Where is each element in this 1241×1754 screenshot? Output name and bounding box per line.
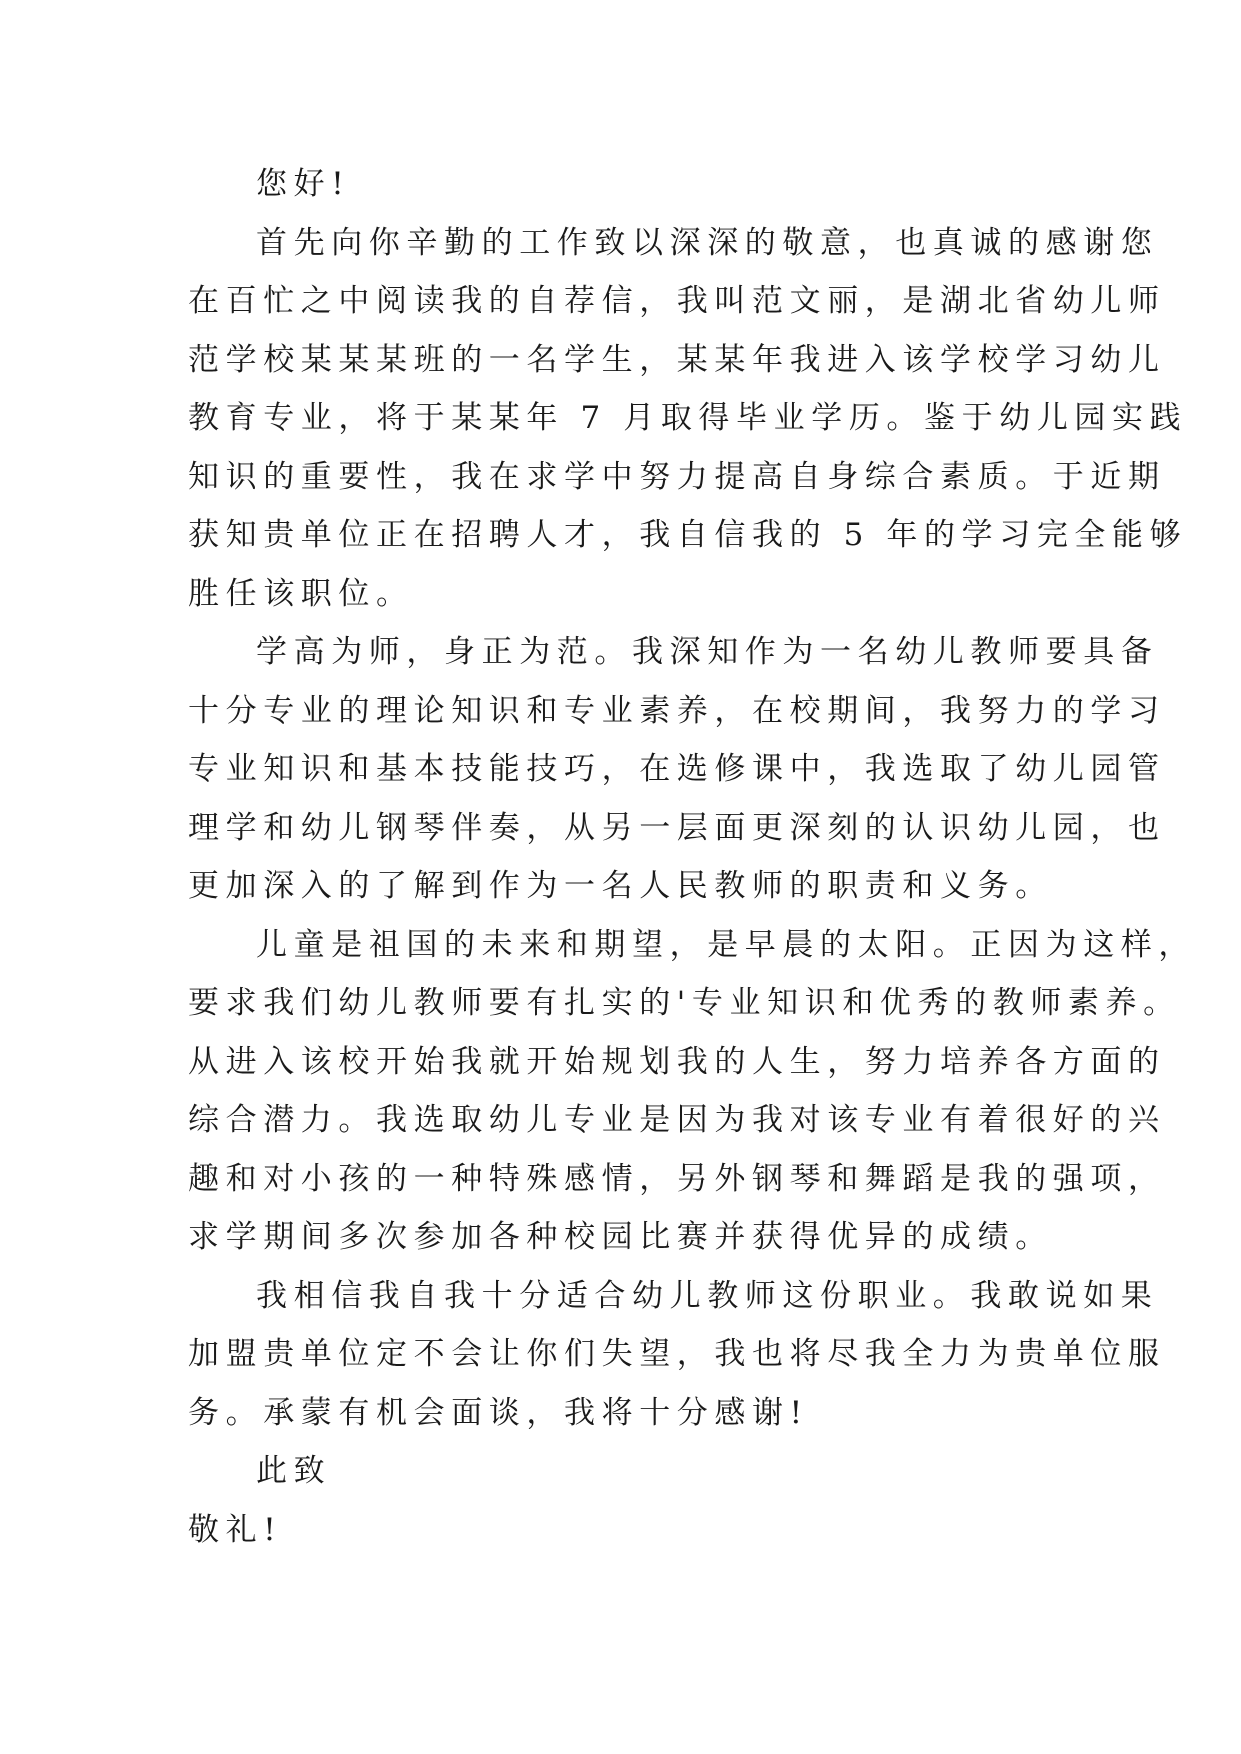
text-line: 理学和幼儿钢琴伴奏，从另一层面更深刻的认识幼儿园，也 <box>188 809 1166 846</box>
letter-salutation: 敬礼! <box>188 1511 283 1548</box>
text-line: 首先向你辛勤的工作致以深深的敬意，也真诚的感谢您 <box>256 224 1159 261</box>
text-line: 趣和对小孩的一种特殊感情，另外钢琴和舞蹈是我的强项， <box>188 1160 1166 1197</box>
letter-closing: 此致 <box>256 1453 332 1489</box>
paragraph-education <box>188 623 1166 916</box>
text-line: 获知贵单位正在招聘人才，我自信我的 5 年的学习完全能够 <box>188 517 1188 553</box>
text-line: 综合潜力。我选取幼儿专业是因为我对该专业有着很好的兴 <box>188 1102 1166 1138</box>
text-line: 知识的重要性，我在求学中努力提高自身综合素质。于近期 <box>188 458 1166 495</box>
cover-letter <box>188 155 1196 1559</box>
text-line: 范学校某某某班的一名学生，某某年我进入该学校学习幼儿 <box>188 341 1166 378</box>
text-line: 更加深入的了解到作为一名人民教师的职责和义务。 <box>188 868 1053 904</box>
text-line: 我相信我自我十分适合幼儿教师这份职业。我敢说如果 <box>256 1277 1159 1314</box>
text-line: 加盟贵单位定不会让你们失望，我也将尽我全力为贵单位服 <box>188 1336 1166 1372</box>
text-line: 胜任该职位。 <box>188 575 414 612</box>
text-line: 求学期间多次参加各种校园比赛并获得优异的成绩。 <box>188 1219 1053 1255</box>
paragraph-conclusion <box>188 1267 1166 1443</box>
text-line: 十分专业的理论知识和专业素养，在校期间，我努力的学习 <box>188 692 1166 729</box>
text-line: 专业知识和基本技能技巧，在选修课中，我选取了幼儿园管 <box>188 751 1166 787</box>
text-line: 务。承蒙有机会面谈，我将十分感谢! <box>188 1394 809 1431</box>
paragraph-introduction <box>188 214 1188 624</box>
paragraph-motivation <box>188 916 1196 1267</box>
text-line: 教育专业，将于某某年 7 月取得毕业学历。鉴于幼儿园实践 <box>188 400 1188 436</box>
text-line: 要求我们幼儿教师要有扎实的'专业知识和优秀的教师素养。 <box>188 985 1181 1021</box>
text-line: 从进入该校开始我就开始规划我的人生，努力培养各方面的 <box>188 1043 1166 1080</box>
text-line: 学高为师，身正为范。我深知作为一名幼儿教师要具备 <box>256 634 1159 670</box>
letter-greeting: 您好! <box>256 166 351 202</box>
text-line: 儿童是祖国的未来和期望，是早晨的太阳。正因为这样， <box>256 926 1196 963</box>
text-line: 在百忙之中阅读我的自荐信，我叫范文丽，是湖北省幼儿师 <box>188 283 1166 319</box>
